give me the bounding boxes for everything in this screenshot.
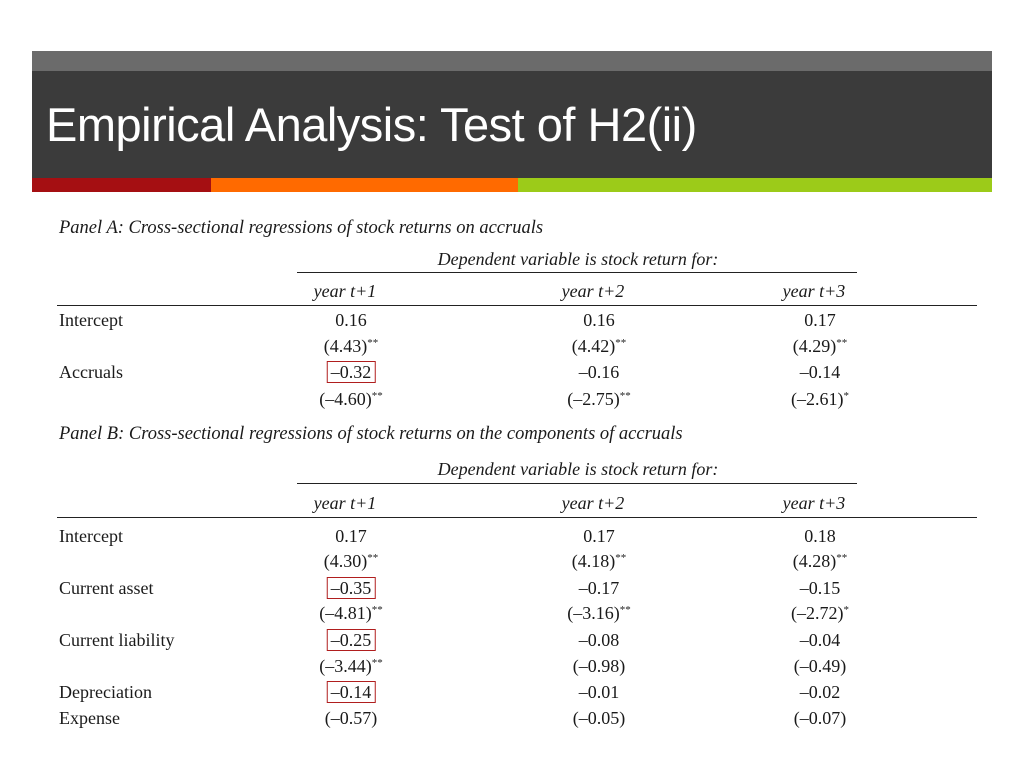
- panel-b-table-cell: [325, 708, 378, 729]
- panel-a-row-label: Accruals: [59, 362, 123, 382]
- cell-value: –0.17: [578, 578, 620, 598]
- cell-value: 0.16: [583, 310, 615, 330]
- panel-b-table-cell: [804, 526, 836, 547]
- cell-value: (–2.72): [791, 603, 844, 623]
- panel-b-table-cell: [573, 708, 626, 729]
- panel-b-row-label: Current asset: [59, 578, 154, 598]
- cell-value: 0.18: [804, 526, 836, 546]
- panel-a-title: Panel A: Cross-sectional regressions of stock returns on accruals: [59, 218, 544, 238]
- cell-value: –0.02: [799, 682, 841, 702]
- cell-value: (–0.57): [324, 708, 378, 728]
- panel-b-row-label: Expense: [59, 708, 120, 728]
- cell-value: (–2.61): [791, 389, 844, 409]
- panel-b-table-cell: [579, 630, 620, 651]
- cell-value: –0.08: [578, 630, 620, 650]
- cell-value: –0.16: [578, 362, 620, 382]
- accent-stripe-red: [32, 178, 211, 192]
- cell-value: –0.15: [799, 578, 841, 598]
- cell-value: 0.17: [804, 310, 836, 330]
- panel-a-column-header: year t+2: [561, 281, 625, 301]
- panel-b-table-cell: [567, 603, 631, 624]
- significance-stars: **: [615, 337, 627, 349]
- cell-value: (–3.44): [319, 656, 372, 676]
- panel-a-highlighted-coefficient: [327, 361, 376, 383]
- panel-a-table-cell: [800, 362, 841, 383]
- cell-value: (4.18): [571, 551, 616, 571]
- accent-stripe-green: [518, 178, 992, 192]
- panel-a-column-header: year t+3: [782, 281, 846, 301]
- panel-b-table-cell: [324, 551, 379, 572]
- panel-b-dependent-label: Dependent variable is stock return for:: [437, 459, 719, 479]
- panel-b-highlighted-coefficient: [327, 681, 376, 703]
- slide-header: [32, 71, 992, 178]
- panel-a-table-cell: [324, 336, 379, 357]
- cell-value: (–0.98): [572, 656, 626, 676]
- panel-b-row-label: Intercept: [59, 526, 123, 546]
- panel-b-table-cell: [572, 551, 627, 572]
- cell-value: (4.42): [571, 336, 616, 356]
- panel-b-table-cell: [579, 682, 620, 703]
- cell-value: (4.43): [323, 336, 368, 356]
- cell-value: –0.01: [578, 682, 620, 702]
- cell-value: (4.28): [792, 551, 837, 571]
- cell-value: (–0.49): [793, 656, 847, 676]
- cell-value: –0.14: [330, 682, 372, 702]
- significance-stars: **: [615, 552, 627, 564]
- cell-value: (–0.05): [572, 708, 626, 728]
- significance-stars: **: [371, 657, 383, 669]
- panel-b-highlighted-coefficient: [327, 577, 376, 599]
- significance-stars: *: [843, 390, 849, 402]
- significance-stars: **: [836, 337, 848, 349]
- panel-a-table-cell: [319, 389, 383, 410]
- cell-value: (–4.60): [319, 389, 372, 409]
- panel-b-table-cell: [793, 551, 848, 572]
- panel-b-table-cell: [800, 630, 841, 651]
- significance-stars: *: [843, 604, 849, 616]
- cell-value: (4.30): [323, 551, 368, 571]
- cell-value: 0.16: [335, 310, 367, 330]
- significance-stars: **: [367, 337, 379, 349]
- cell-value: (–0.07): [793, 708, 847, 728]
- accent-stripe-orange: [211, 178, 518, 192]
- title-top-band: [32, 51, 992, 71]
- cell-value: –0.25: [330, 630, 372, 650]
- panel-b-table-cell: [573, 656, 626, 677]
- panel-b-table-cell: [794, 656, 847, 677]
- panel-a-row-label: Intercept: [59, 310, 123, 330]
- cell-value: 0.17: [583, 526, 615, 546]
- panel-b-table-cell: [335, 526, 367, 547]
- panel-b-header-rule: [57, 517, 977, 518]
- significance-stars: **: [619, 604, 631, 616]
- panel-a-table-cell: [804, 310, 836, 331]
- panel-a-table-cell: [579, 362, 620, 383]
- panel-a-table-cell: [567, 389, 631, 410]
- significance-stars: **: [367, 552, 379, 564]
- cell-value: 0.17: [335, 526, 367, 546]
- significance-stars: **: [371, 390, 383, 402]
- panel-b-table-cell: [579, 578, 620, 599]
- significance-stars: **: [371, 604, 383, 616]
- panel-a-table-cell: [791, 389, 849, 410]
- panel-b-table-cell: [800, 578, 841, 599]
- panel-b-table-cell: [794, 708, 847, 729]
- cell-value: (–2.75): [567, 389, 620, 409]
- panel-b-row-label: Depreciation: [59, 682, 152, 702]
- cell-value: –0.14: [799, 362, 841, 382]
- panel-a-table-cell: [572, 336, 627, 357]
- panel-a-table-cell: [793, 336, 848, 357]
- cell-value: (–3.16): [567, 603, 620, 623]
- significance-stars: **: [619, 390, 631, 402]
- significance-stars: **: [836, 552, 848, 564]
- cell-value: (4.29): [792, 336, 837, 356]
- panel-b-table-cell: [800, 682, 841, 703]
- panel-b-table-cell: [583, 526, 615, 547]
- panel-a-dependent-rule: [297, 272, 857, 273]
- panel-a-header-rule: [57, 305, 977, 306]
- panel-a-table-cell: [583, 310, 615, 331]
- panel-a-dependent-label: Dependent variable is stock return for:: [437, 249, 719, 269]
- panel-b-table-cell: [791, 603, 849, 624]
- panel-b-title: Panel B: Cross-sectional regressions of stock returns on the components of accruals: [59, 424, 683, 444]
- cell-value: –0.04: [799, 630, 841, 650]
- panel-b-dependent-rule: [297, 483, 857, 484]
- panel-b-row-label: Current liability: [59, 630, 175, 650]
- panel-b-column-header: year t+2: [561, 493, 625, 513]
- panel-a-column-header: year t+1: [313, 281, 377, 301]
- cell-value: –0.32: [330, 362, 372, 382]
- panel-b-column-header: year t+1: [313, 493, 377, 513]
- slide-title: Empirical Analysis: Test of H2(ii): [46, 98, 697, 151]
- panel-b-table-cell: [319, 656, 383, 677]
- cell-value: (–4.81): [319, 603, 372, 623]
- panel-b-table-cell: [319, 603, 383, 624]
- panel-b-highlighted-coefficient: [327, 629, 376, 651]
- cell-value: –0.35: [330, 578, 372, 598]
- panel-b-column-header: year t+3: [782, 493, 846, 513]
- panel-a-table-cell: [335, 310, 367, 331]
